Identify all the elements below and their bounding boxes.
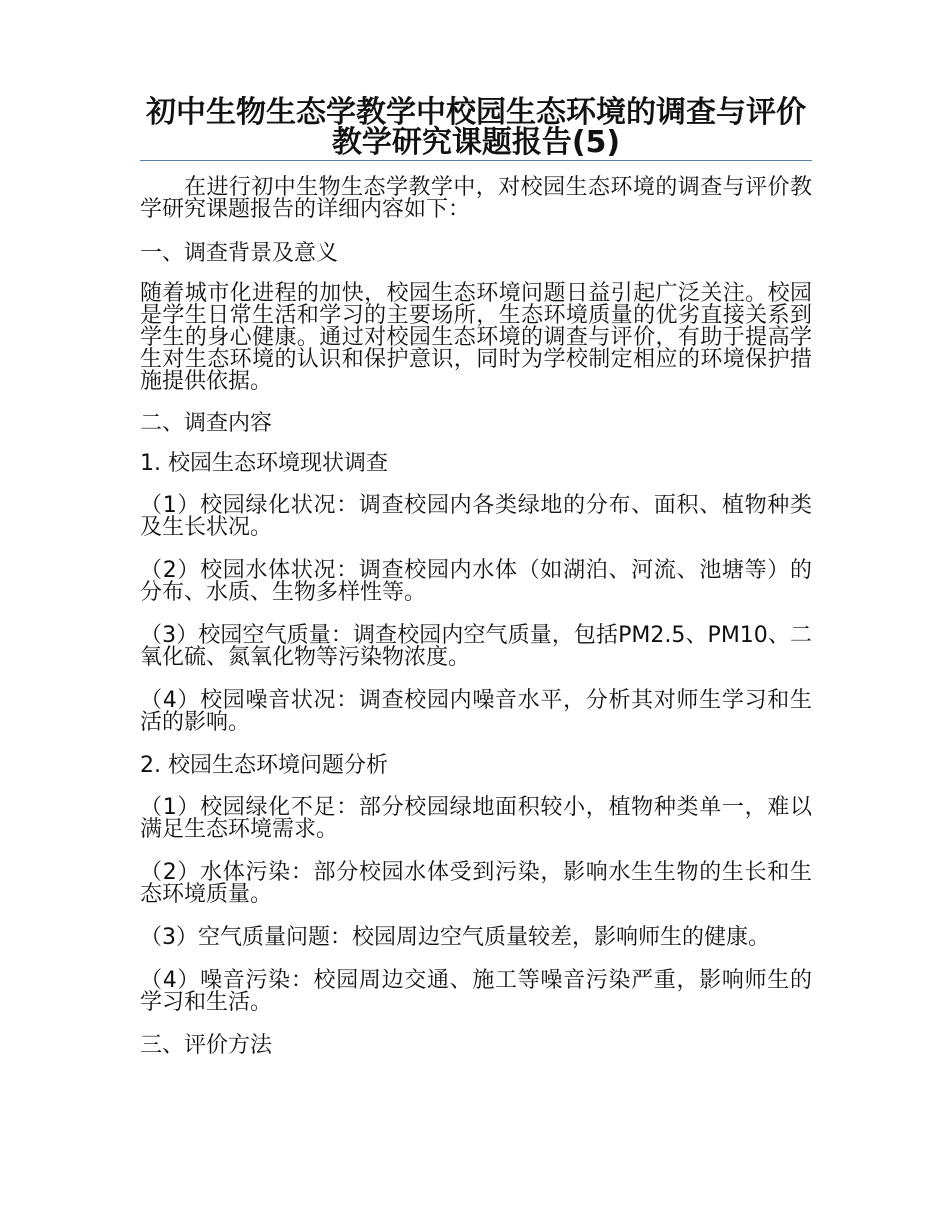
section-heading-content: 二、调查内容 xyxy=(140,411,273,436)
problem-item: （2）水体污染：部分校园水体受到污染，影响水生生物的生长和生态环境质量。 xyxy=(140,860,812,907)
problem-item: （3）空气质量问题：校园周边空气质量较差，影响师生的健康。 xyxy=(140,925,770,950)
subsection-heading-problems: 2. 校园生态环境问题分析 xyxy=(140,753,388,778)
document-title: 初中生物生态学教学中校园生态环境的调查与评价教学研究课题报告(5) xyxy=(146,95,806,160)
intro-paragraph: 在进行初中生物生态学教学中，对校园生态环境的调查与评价教学研究课题报告的详细内容如下： xyxy=(140,175,812,222)
status-item: （4）校园噪音状况：调查校园内噪音水平，分析其对师生学习和生活的影响。 xyxy=(140,688,812,735)
subsection-heading-status: 1. 校园生态环境现状调查 xyxy=(140,451,388,476)
title-underline xyxy=(140,160,812,161)
section-background-body: 随着城市化进程的加快，校园生态环境问题日益引起广泛关注。校园是学生日常生活和学习的主要场所，生态环境质量的优劣直接关系到学生的身心健康。通过对校园生态环境的调查与评价，有助于提高学生对生态环境的认识和保护意识，同时为学校制定相应的环境保护措施提供依据。 xyxy=(140,281,812,394)
section-heading-background: 一、调查背景及意义 xyxy=(140,241,339,266)
status-item: （3）校园空气质量：调查校园内空气质量，包括PM2.5、PM10、二氧化硫、氮氧化物等污染物浓度。 xyxy=(140,623,812,670)
status-item: （1）校园绿化状况：调查校园内各类绿地的分布、面积、植物种类及生长状况。 xyxy=(140,493,812,540)
section-heading-evaluation: 三、评价方法 xyxy=(140,1033,273,1058)
status-item: （2）校园水体状况：调查校园内水体（如湖泊、河流、池塘等）的分布、水质、生物多样性等。 xyxy=(140,558,812,605)
document-page xyxy=(140,95,812,1075)
problem-item: （1）校园绿化不足：部分校园绿地面积较小，植物种类单一，难以满足生态环境需求。 xyxy=(140,795,812,842)
problem-item: （4）噪音污染：校园周边交通、施工等噪音污染严重，影响师生的学习和生活。 xyxy=(140,968,812,1015)
